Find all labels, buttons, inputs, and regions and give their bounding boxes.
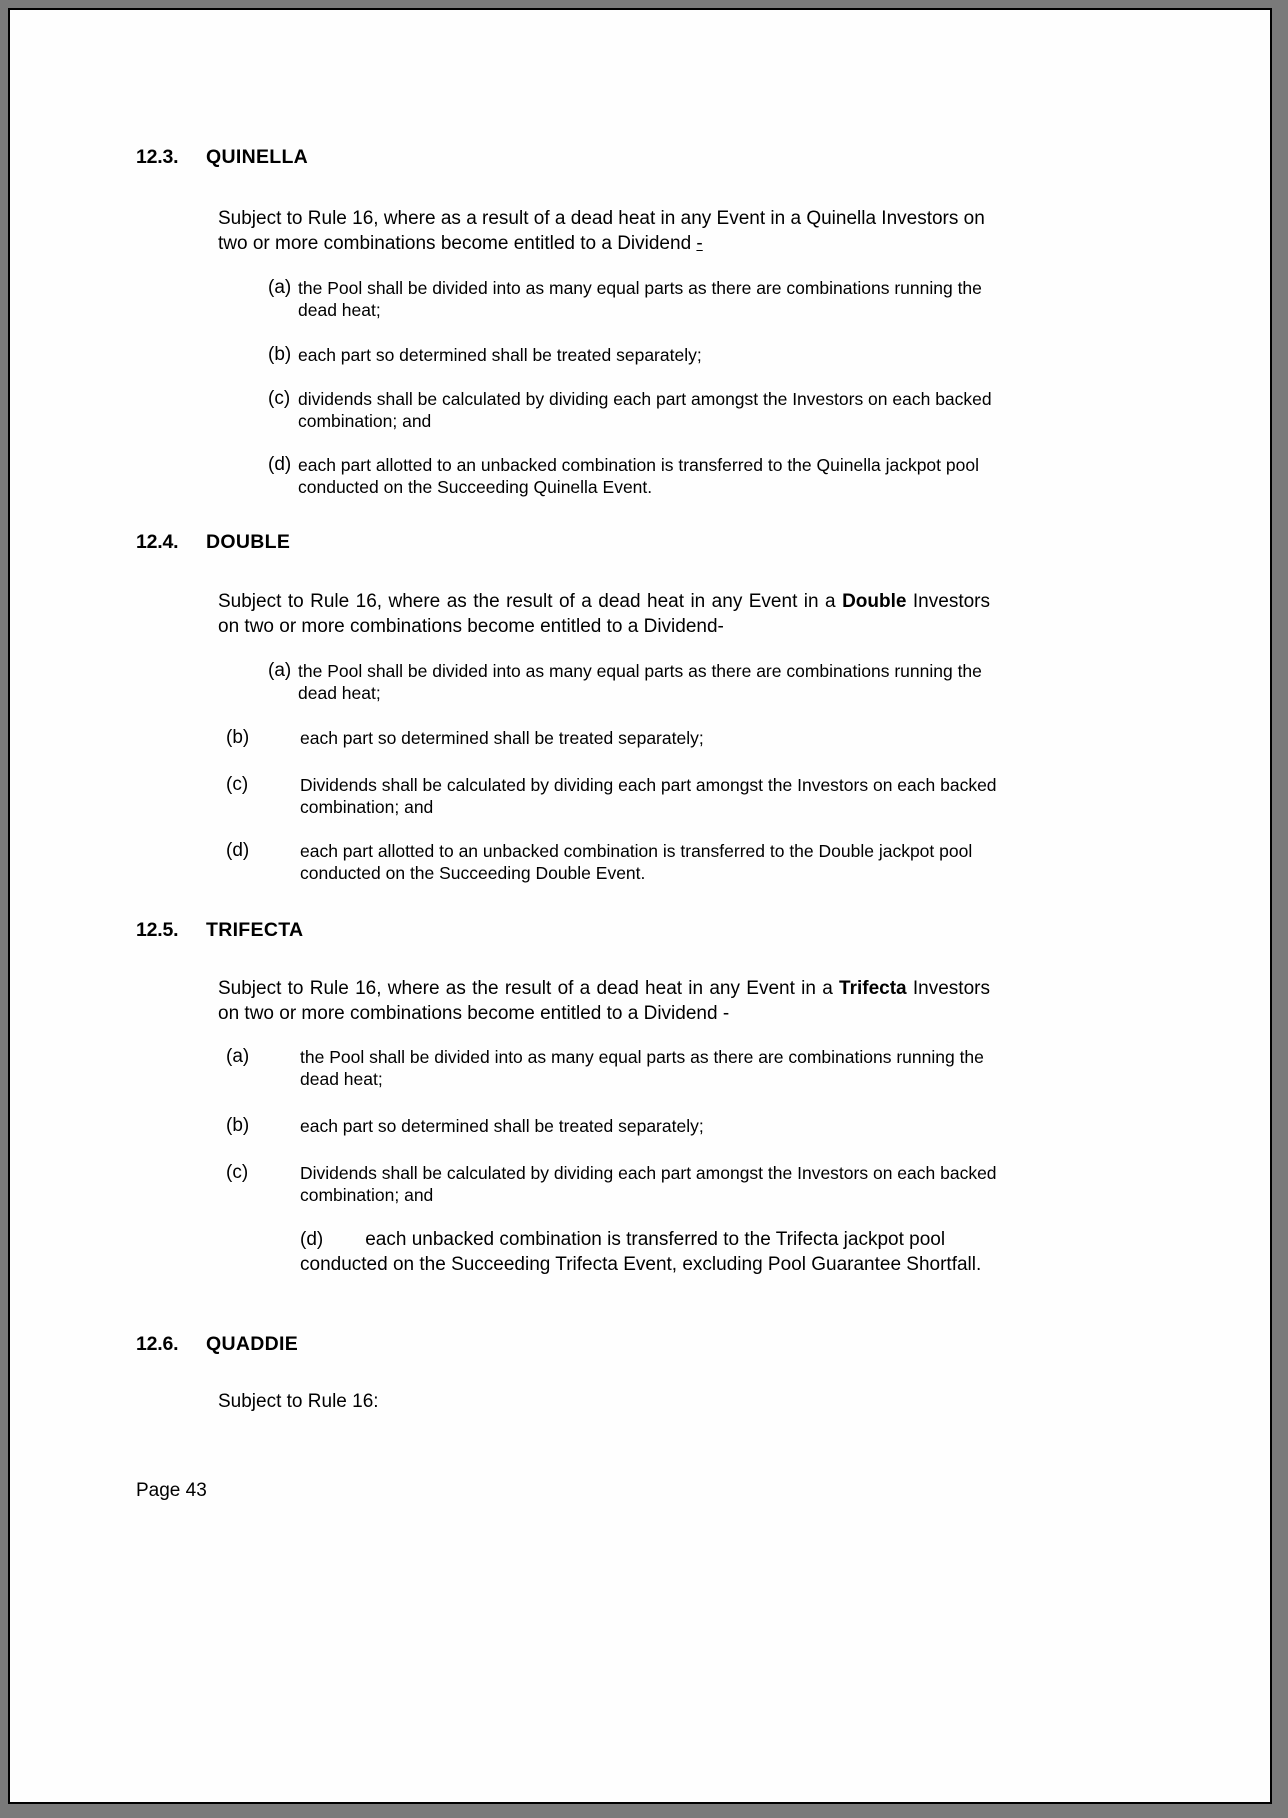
list-item-text: the Pool shall be divided into as many equal parts as there are combinations running the dead heat; [298,278,982,320]
list-item-12-3-d [268,454,998,498]
list-item-12-4-b [226,727,998,749]
clause-12-3-intro-paragraph [218,206,990,256]
clause-12-4-intro-paragraph [218,589,990,639]
list-marker: (b) [226,727,250,748]
list-item-text: dividends shall be calculated by dividing each part amongst the Investors on each backed combination; and [298,389,992,431]
page-content [10,10,1270,1802]
list-marker: (d) [300,1229,324,1250]
list-item-12-5-c [226,1162,998,1206]
list-item-12-3-a [268,277,998,321]
list-item-12-5-b [226,1115,998,1137]
clause-number-12-5: 12.5. [136,919,179,941]
list-item-text: each part so determined shall be treated separately; [298,345,702,365]
list-item-text: Dividends shall be calculated by dividing each part amongst the Investors on each backed combination; and [300,775,997,817]
clause-12-5-intro-emphasis: Trifecta [839,978,907,999]
list-marker: (c) [226,1162,249,1183]
clause-12-5-intro-text-b: Investors on two or more combinations become entitled to a Dividend - [218,978,990,1024]
list-item-text: Dividends shall be calculated by dividing each part amongst the Investors on each backed combination; and [300,1163,997,1205]
document-page [8,8,1272,1804]
clause-title-quaddie: QUADDIE [206,1333,299,1355]
list-item-12-5-d [300,1227,1000,1277]
list-item-12-4-a [268,660,998,704]
clause-title-double: DOUBLE [206,531,291,553]
list-item-text: the Pool shall be divided into as many equal parts as there are combinations running the dead heat; [300,1047,984,1089]
list-item-12-5-a [226,1046,998,1090]
list-marker: (a) [268,660,292,681]
list-marker: (d) [268,454,292,475]
clause-12-3-intro-dash: - [696,233,703,254]
clause-12-3-intro-text: Subject to Rule 16, where as a result of a dead heat in any Event in a Quinella Investors on two or more combinations become entitled to a Dividend [218,208,985,254]
list-item-text: each part allotted to an unbacked combination is transferred to the Quinella jackpot pool conducted on the Succeeding Quinella Event. [298,455,979,497]
list-item-text: each part allotted to an unbacked combination is transferred to the Double jackpot pool conducted on the Succeeding Double Event. [300,841,973,883]
clause-title-trifecta: TRIFECTA [206,919,304,941]
list-marker: (a) [268,277,292,298]
list-marker: (c) [268,388,291,409]
clause-12-5-intro-paragraph [218,976,990,1026]
list-marker: (c) [226,774,249,795]
list-item-12-3-c [268,388,998,432]
list-item-12-4-c [226,774,998,818]
clause-number-12-4: 12.4. [136,531,179,553]
clause-number-12-3: 12.3. [136,146,179,168]
list-item-text: each part so determined shall be treated separately; [300,728,704,748]
clause-12-5-intro-text-a: Subject to Rule 16, where as the result of a dead heat in any Event in a [218,978,840,999]
clause-12-4-intro-text-b: Investors on two or more combinations become entitled to a Dividend- [218,591,990,637]
list-marker: (b) [268,344,292,365]
list-marker: (d) [226,840,250,861]
clause-number-12-6: 12.6. [136,1333,179,1355]
clause-12-4-intro-emphasis: Double [842,591,907,612]
clause-title-quinella: QUINELLA [206,146,309,168]
page-footer: Page 43 [136,1480,207,1501]
list-item-12-3-b [268,344,998,366]
list-item-12-4-d [226,840,998,884]
list-item-text: each part so determined shall be treated separately; [300,1116,704,1136]
list-marker: (b) [226,1115,250,1136]
clause-12-4-intro-text-a: Subject to Rule 16, where as the result of a dead heat in any Event in a [218,591,843,612]
clause-12-6-intro-paragraph: Subject to Rule 16: [218,1391,379,1412]
list-item-text: each unbacked combination is transferred to the Trifecta jackpot pool conducted on the Succeeding Trifecta Event, excluding Pool Guarantee Shortfall. [300,1229,982,1275]
list-item-text: the Pool shall be divided into as many equal parts as there are combinations running the dead heat; [298,661,982,703]
list-marker: (a) [226,1046,250,1067]
